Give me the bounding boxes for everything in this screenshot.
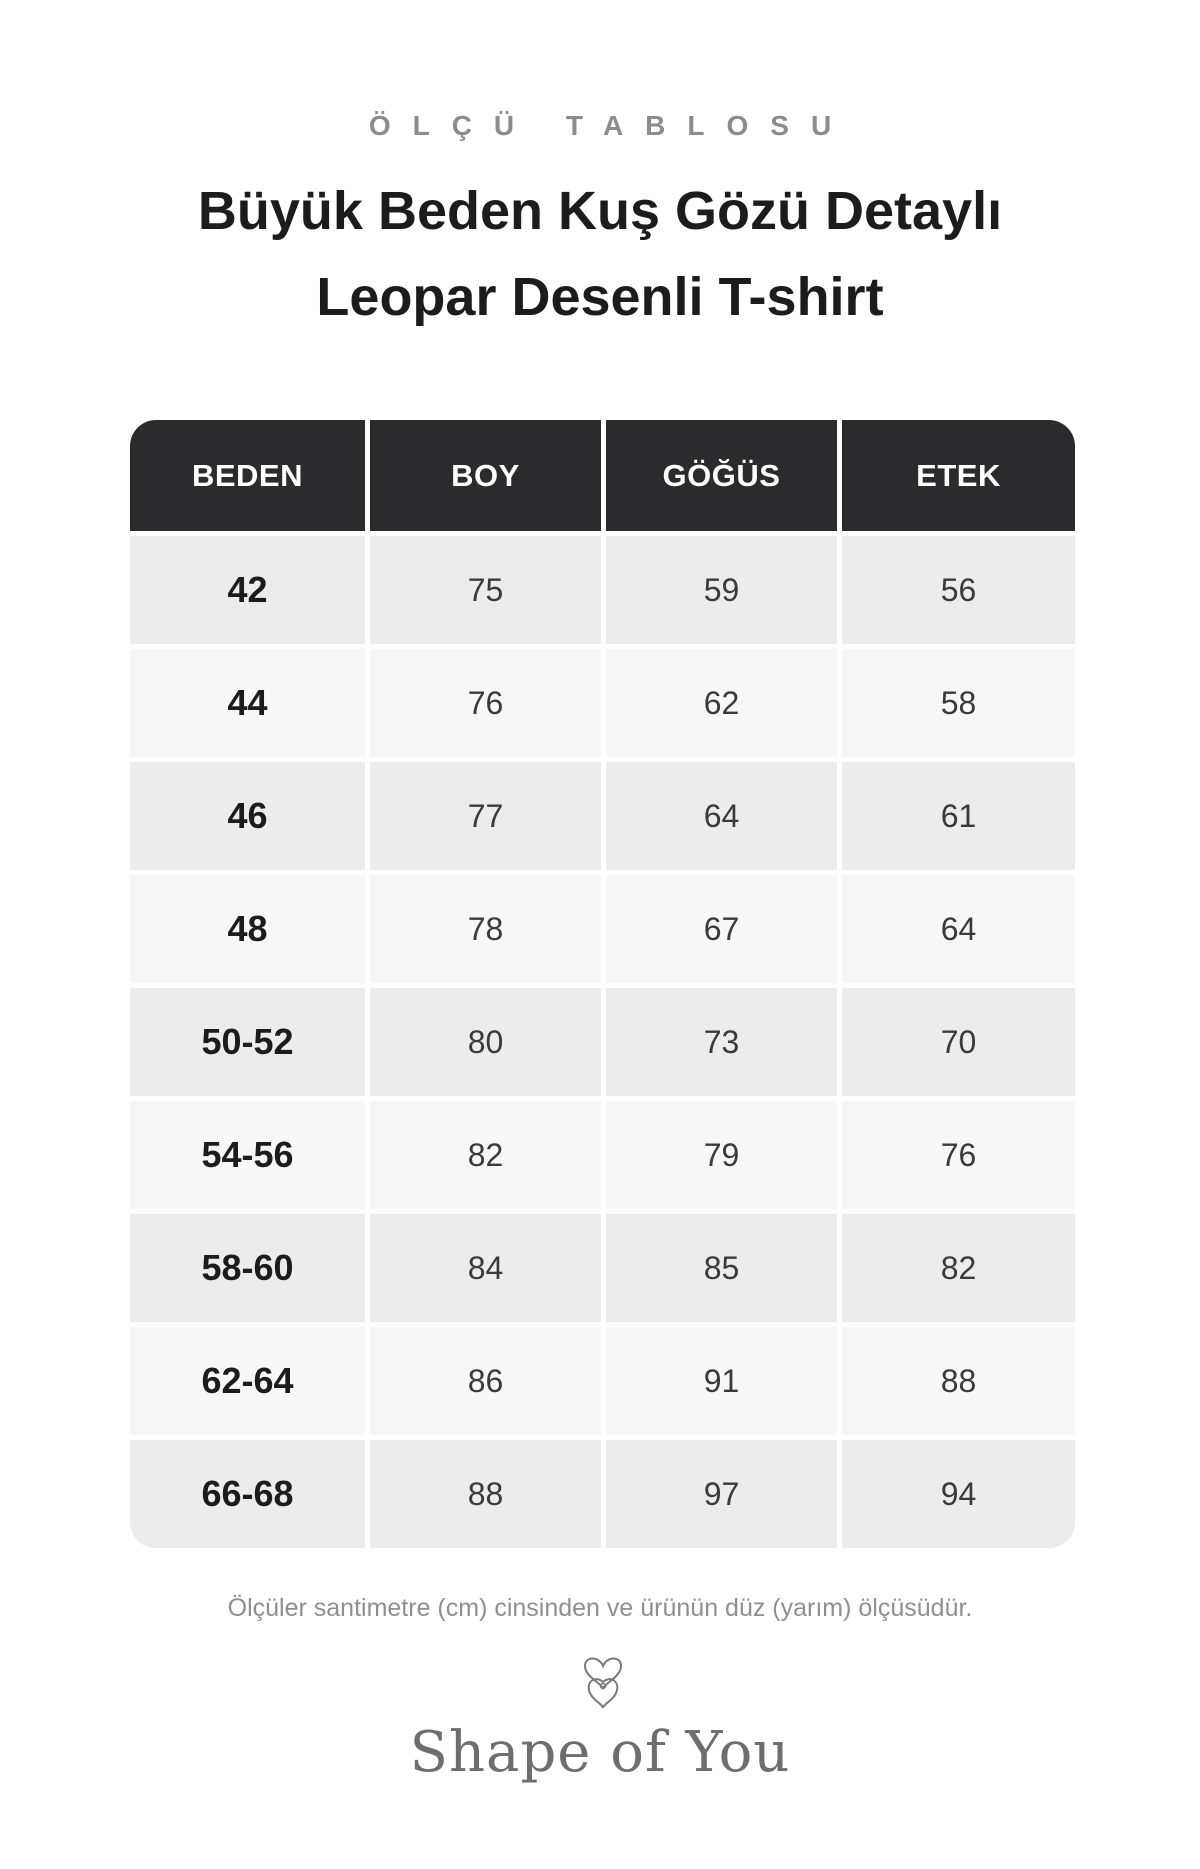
table-cell: 84: [370, 1214, 601, 1322]
double-heart-logo-icon: [573, 1652, 633, 1710]
table-cell: 82: [370, 1101, 601, 1209]
table-cell: 97: [606, 1440, 837, 1548]
table-cell: 78: [370, 875, 601, 983]
table-cell: 64: [842, 875, 1075, 983]
table-cell: 70: [842, 988, 1075, 1096]
table-cell: 76: [370, 649, 601, 757]
table-cell: 73: [606, 988, 837, 1096]
size-cell: 62-64: [130, 1327, 365, 1435]
table-cell: 94: [842, 1440, 1075, 1548]
table-cell: 67: [606, 875, 837, 983]
size-cell: 42: [130, 536, 365, 644]
measurement-note: Ölçüler santimetre (cm) cinsinden ve ürünün düz (yarım) ölçüsüdür.: [227, 1594, 973, 1622]
table-cell: 59: [606, 536, 837, 644]
table-cell: 86: [370, 1327, 601, 1435]
table-cell: 64: [606, 762, 837, 870]
title-line-2: Leopar Desenli T-shirt: [316, 267, 884, 327]
table-cell: 75: [370, 536, 601, 644]
column-header-etek: ETEK: [842, 420, 1075, 531]
column-header-göğüs: GÖĞÜS: [606, 420, 837, 531]
size-cell: 46: [130, 762, 365, 870]
table-cell: 85: [606, 1214, 837, 1322]
size-cell: 54-56: [130, 1101, 365, 1209]
size-cell: 50-52: [130, 988, 365, 1096]
table-cell: 82: [842, 1214, 1075, 1322]
table-cell: 62: [606, 649, 837, 757]
eyebrow-label: ÖLÇÜ TABLOSU: [368, 110, 854, 141]
table-cell: 91: [606, 1327, 837, 1435]
size-cell: 66-68: [130, 1440, 365, 1548]
table-cell: 76: [842, 1101, 1075, 1209]
table-cell: 56: [842, 536, 1075, 644]
size-cell: 44: [130, 649, 365, 757]
title-line-1: Büyük Beden Kuş Gözü Detaylı: [197, 181, 1003, 241]
size-table: [130, 420, 1075, 1548]
brand-logo-text: Shape of You: [409, 1720, 791, 1785]
table-cell: 79: [606, 1101, 837, 1209]
column-header-boy: BOY: [370, 420, 601, 531]
column-header-beden: BEDEN: [130, 420, 365, 531]
table-cell: 88: [370, 1440, 601, 1548]
table-cell: 58: [842, 649, 1075, 757]
table-cell: 88: [842, 1327, 1075, 1435]
table-cell: 61: [842, 762, 1075, 870]
table-cell: 80: [370, 988, 601, 1096]
size-cell: 58-60: [130, 1214, 365, 1322]
table-cell: 77: [370, 762, 601, 870]
size-cell: 48: [130, 875, 365, 983]
page-title: [0, 168, 1200, 340]
